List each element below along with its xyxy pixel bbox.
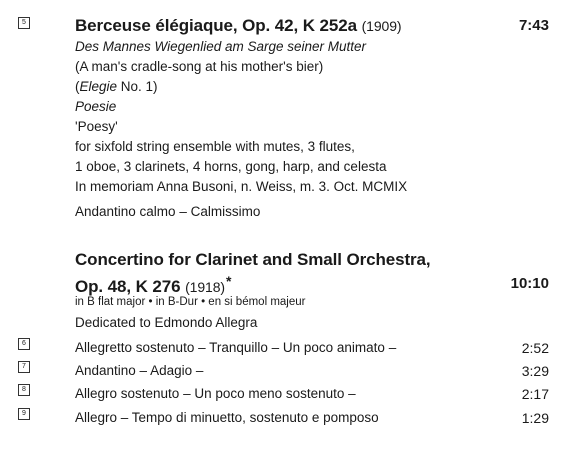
elegie-suffix: No. 1) [117,79,158,94]
track-number-badge: 5 [18,17,30,29]
work-year: (1909) [361,18,402,34]
elegie-word: Elegie [79,79,118,94]
elegie-prefix: ( [75,79,80,94]
movement-title: Allegretto sostenuto – Tranquillo – Un poco animato – [75,340,397,355]
elegie-line [75,79,158,94]
movement-duration: 3:29 [521,363,549,379]
track-number-badge: 9 [18,408,30,420]
track-number-badge: 8 [18,384,30,396]
key-line: in B flat major • in B-Dur • en si bémol majeur [75,296,306,308]
work2-title-line1: Concertino for Clarinet and Small Orchestra, [75,250,431,269]
scoring-line-2: 1 oboe, 3 clarinets, 4 horns, gong, harp, and celesta [75,159,387,174]
scoring-line-1: for sixfold string ensemble with mutes, 3 flutes, [75,139,355,154]
movement-title: Andantino – Adagio – [75,363,204,378]
tempo-line: Andantino calmo – Calmissimo [75,204,261,219]
work2-title-text: Op. 48, K 276 [75,277,181,296]
dedication-line: In memoriam Anna Busoni, n. Weiss, m. 3. Oct. MCMIX [75,179,408,194]
movement-duration: 2:52 [521,340,549,356]
track-number-badge: 6 [18,338,30,350]
movement-title: Allegro sostenuto – Un poco meno sostenuto – [75,386,356,401]
work-title [75,16,401,36]
subtitle-english: (A man's cradle-song at his mother's bier) [75,59,324,74]
track-number-badge: 7 [18,361,30,373]
subtitle-german: Des Mannes Wiegenlied am Sarge seiner Mutter [75,39,367,54]
footnote-asterisk: * [225,273,232,289]
movement-duration: 2:17 [521,386,549,402]
movement-title: Allegro – Tempo di minuetto, sostenuto e pomposo [75,410,379,425]
poesie-line: Poesie [75,99,117,114]
work2-duration: 10:10 [510,275,549,292]
work2-year: (1918) [185,279,225,295]
dedication-line-2: Dedicated to Edmondo Allegra [75,315,258,330]
work-title-text: Berceuse élégiaque, Op. 42, K 252a [75,16,357,35]
movement-duration: 1:29 [521,410,549,426]
work2-title-line2 [75,273,231,297]
work-duration: 7:43 [518,17,549,34]
poesy-line: 'Poesy' [75,119,118,134]
